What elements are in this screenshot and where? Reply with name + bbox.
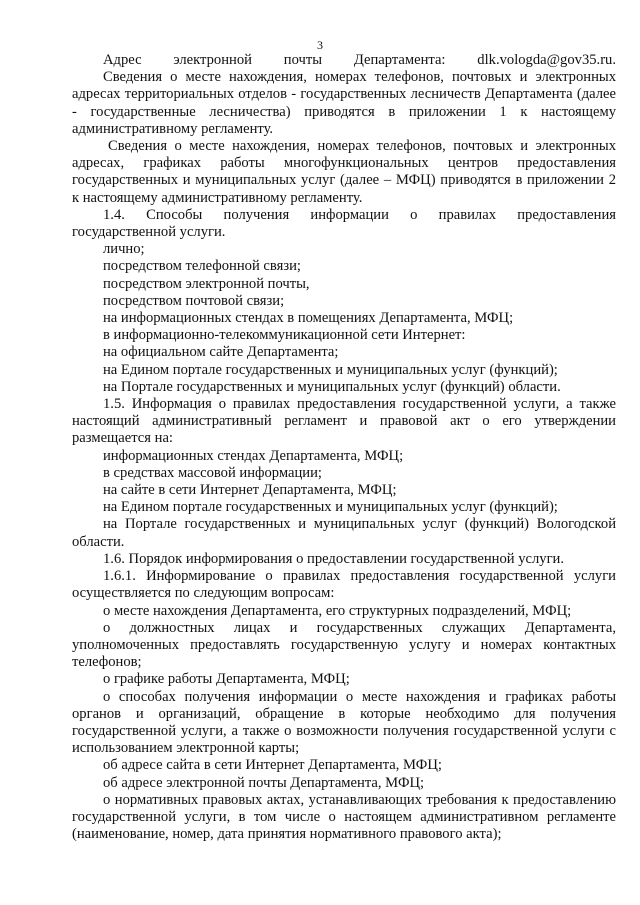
section-heading-1-6: 1.6. Порядок информирования о предоставлении государственной услуги. bbox=[103, 550, 565, 567]
list-item: на Портале государственных и муниципальных услуг (функций) области. bbox=[103, 378, 561, 395]
list-item: посредством почтовой связи; bbox=[103, 292, 285, 309]
list-item: на Портале государственных и муниципальных услуг (функций) Вологодской области. bbox=[72, 516, 616, 550]
list-item: посредством электронной почты, bbox=[103, 275, 310, 292]
list-item: посредством телефонной связи; bbox=[103, 258, 301, 275]
list-item: об адресе электронной почты Департамента, МФЦ; bbox=[103, 774, 425, 791]
list-item: на официальном сайте Департамента; bbox=[103, 344, 339, 361]
document-body bbox=[72, 52, 616, 843]
list-item: о графике работы Департамента, МФЦ; bbox=[103, 671, 350, 688]
paragraph-forestry-contacts: Сведения о месте нахождения, номерах телефонов, почтовых и электронных адресах территориальных отделов - государственных лесничеств Департамента (далее - государственные лесничества) приводятся в приложении 1 к настоящему административному регламенту. bbox=[72, 69, 616, 137]
list-item: в информационно-телекоммуникационной сети Интернет: bbox=[103, 327, 466, 344]
list-item: на сайте в сети Интернет Департамента, МФЦ; bbox=[103, 482, 397, 499]
section-heading-1-6-1: 1.6.1. Информирование о правилах предоставления государственной услуги осуществляется по следующим вопросам: bbox=[72, 568, 616, 602]
list-item: о нормативных правовых актах, устанавливающих требования к предоставлению государственной услуги, в том числе о настоящем административном регламенте (наименование, номер, дата принятия нормативного правового акта); bbox=[72, 791, 616, 843]
list-item: об адресе сайта в сети Интернет Департамента, МФЦ; bbox=[103, 757, 442, 774]
list-item: о должностных лицах и государственных служащих Департамента, уполномоченных предоставлять государственную услугу и номерах контактных телефонов; bbox=[72, 619, 616, 671]
list-item: на Едином портале государственных и муниципальных услуг (функций); bbox=[103, 499, 558, 516]
list-item: в средствах массовой информации; bbox=[103, 464, 322, 481]
section-heading-1-5: 1.5. Информация о правилах предоставления государственной услуги, а также настоящий административный регламент и правовой акт о его утверждении размещается на: bbox=[72, 396, 616, 447]
paragraph-email-address: Адрес электронной почты Департамента: dlk.vologda@gov35.ru. bbox=[103, 52, 616, 68]
list-item: на Едином портале государственных и муниципальных услуг (функций); bbox=[103, 361, 558, 378]
list-item: на информационных стендах в помещениях Департамента, МФЦ; bbox=[103, 310, 514, 327]
list-item: лично; bbox=[103, 241, 145, 258]
page-number: 3 bbox=[317, 38, 323, 52]
list-item: о способах получения информации о месте нахождения и графиках работы органов и организаций, обращение в которые необходимо для получения государственной услуги, а также о возможности получения государственной услуги с использованием электронной карты; bbox=[72, 688, 616, 757]
list-item: о месте нахождения Департамента, его структурных подразделений, МФЦ; bbox=[103, 602, 572, 619]
list-item: информационных стендах Департамента, МФЦ; bbox=[103, 447, 404, 464]
paragraph-mfc-contacts: Сведения о месте нахождения, номерах телефонов, почтовых и электронных адресах, графиках работы многофункциональных центров предоставления государственных и муниципальных услуг (далее – МФЦ) приводятся в приложении 2 к настоящему административному регламенту. bbox=[72, 138, 616, 206]
section-heading-1-4: 1.4. Способы получения информации о правилах предоставления государственной услуги. bbox=[72, 206, 616, 241]
